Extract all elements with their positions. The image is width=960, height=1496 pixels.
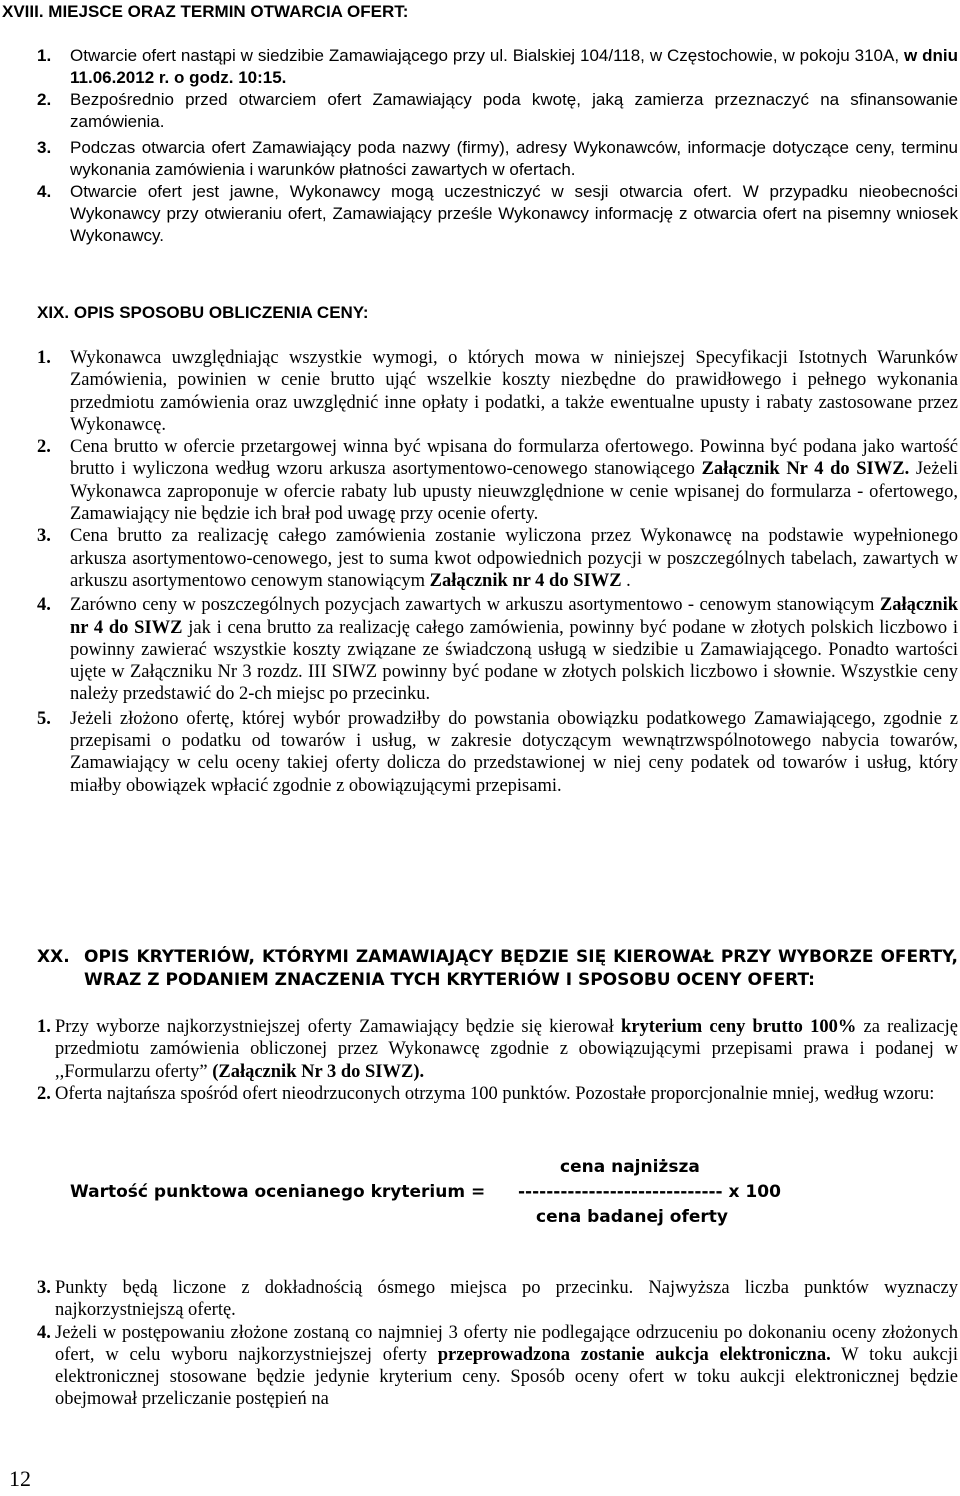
item-number: 2. — [37, 90, 52, 109]
section-heading: XIX. OPIS SPOSOBU OBLICZENIA CENY: — [37, 303, 369, 322]
item-text: Zarówno ceny w poszczególnych pozycjach zawartych w arkuszu asortymentowo - cenowym stanowiącym — [70, 595, 880, 616]
list-item — [37, 181, 958, 247]
attachment-ref: (Załącznik Nr 3 do SIWZ). — [212, 1061, 425, 1082]
item-text: za realizację przedmiotu zamówienia obliczonej przez Wykonawcę zgodnie z obowiązującymi przepisami prawa i podanej w ,,Formularzu oferty” — [55, 1017, 958, 1082]
item-text: Cena brutto za realizację całego zamówienia zostanie wyliczona przez Wykonawcę na podstawie wypełnionego arkusza asortymentowo-cenowego, jest to suma kwot odpowiednich pozycji w poszczególnych tabelach, zawartych w arkuszu asortymentowo cenowym stanowiącym — [70, 526, 958, 591]
section-heading: OPIS KRYTERIÓW, KTÓRYMI ZAMAWIAJĄCY BĘDZIE SIĘ KIEROWAŁ PRZY WYBORZE OFERTY, WRAZ Z PODANIEM ZNACZENIA TYCH KRYTERIÓW I SPOSOBU OCENY OFERT: — [84, 947, 958, 990]
item-text: . — [621, 570, 631, 591]
formula-denominator: cena badanej oferty — [536, 1207, 728, 1227]
item-number: 3. — [37, 526, 51, 547]
list-item — [37, 436, 958, 525]
item-text: Jeżeli Wykonawca zaproponuje w ofercie rabaty lub upusty nieuwzględnione w cenie wpisanej do formularza - ofertowego, Zamawiający nie będzie ich brał pod uwagę przy ocenie oferty. — [70, 459, 958, 525]
list-item — [37, 708, 958, 797]
item-date: w dniu 11.06.2012 r. o godz. 10:15. — [70, 46, 958, 87]
list-item — [37, 137, 958, 181]
section-xviii — [2, 1, 958, 23]
item-text: Jeżeli złożono ofertę, której wybór prowadziłby do powstania obowiązku podatkowego Zamawiającego, zgodnie z przepisami o podatku od towarów i usług, w zakresie dotyczącym wewnątrzwspólnotowego nabycia towarów, Zamawiający w celu oceny takiej oferty dolicza do przedstawionej w niej ceny podatek od towarów i usług, który miałby obowiązek wpłacić zgodnie z obowiązującymi przepisami. — [70, 708, 958, 796]
item-text: Otwarcie ofert nastąpi w siedzibie Zamawiającego przy ul. Bialskiej 104/118, w Częstochowie, w pokoju 310A, — [70, 46, 904, 65]
list-item — [37, 1277, 958, 1322]
list-item — [37, 45, 958, 89]
attachment-ref: Załącznik nr 4 do SIWZ — [429, 570, 622, 591]
criterion: kryterium ceny brutto 100% — [621, 1017, 857, 1037]
section-xx-list-b — [37, 1277, 958, 1411]
item-number: 4. — [37, 595, 51, 616]
item-text: Oferta najtańsza spośród ofert nieodrzuconych otrzyma 100 punktów. Pozostałe proporcjonalnie mniej, według wzoru: — [55, 1083, 935, 1104]
item-number: 3. — [37, 1278, 51, 1298]
list-item — [37, 1016, 958, 1083]
section-xviii-list — [37, 45, 958, 247]
list-item — [37, 525, 958, 592]
section-xx-heading — [37, 946, 958, 992]
section-xx-list-a — [37, 1016, 958, 1105]
item-text: Podczas otwarcia ofert Zamawiający poda nazwy (firmy), adresy Wykonawców, informacje dotyczące ceny, terminu wykonania zamówienia i warunków płatności zawartych w ofertach. — [70, 138, 958, 179]
list-item — [37, 1322, 958, 1411]
item-text: Otwarcie ofert jest jawne, Wykonawcy mogą uczestniczyć w sesji otwarcia ofert. W przypadku nieobecności Wykonawcy przy otwieraniu ofert, Zamawiający prześle Wykonawcy informację z otwarcia ofert na pisemny wniosek Wykonawcy. — [70, 182, 958, 245]
section-number: XX. — [37, 947, 70, 967]
item-number: 4. — [37, 182, 52, 201]
attachment-ref: Załącznik nr 4 do SIWZ — [70, 595, 958, 638]
list-item — [37, 347, 958, 436]
item-text: Punkty będą liczone z dokładnością ósmego miejsca po przecinku. Najwyższa liczba punktów wyznaczy najkorzystniejszą ofertę. — [55, 1278, 958, 1321]
list-item — [37, 1083, 958, 1105]
item-text: W toku aukcji elektronicznej stosowane będzie jedynie kryterium ceny. Sposób oceny ofert w toku aukcji elektronicznej będzie obejmował przeliczanie postępień na — [55, 1344, 958, 1410]
item-number: 3. — [37, 138, 52, 157]
item-text: Przy wyborze najkorzystniejszej oferty Zamawiający będzie się kierował — [55, 1017, 622, 1037]
formula-numerator: cena najniższa — [560, 1157, 700, 1177]
section-heading: XVIII. MIEJSCE ORAZ TERMIN OTWARCIA OFERT: — [2, 2, 409, 21]
item-text: jak i cena brutto za realizację całego zamówienia, powinny być podane w złotych polskich liczbowo i powinny zawierać wszystkie koszty związane ze świadczoną usługą w siedzibie u Zamawiającego. Ponadto wartości ujęte w Załączniku Nr 3 rozdz. III SIWZ powinny być podane w złotych polskich liczbowo i słownie. Wszystkie ceny należy przedstawić do 2-ch miejsc po przecinku. — [70, 617, 958, 705]
item-text: Jeżeli w postępowaniu złożone zostaną co najmniej 3 oferty nie podlegające odrzuceniu po dokonaniu oceny złożonych ofert, w celu wyboru najkorzystniejszej oferty — [55, 1322, 958, 1365]
item-number: 4. — [37, 1322, 51, 1343]
item-number: 2. — [37, 437, 51, 458]
page-number: 12 — [9, 1466, 31, 1491]
auction-note: przeprowadzona zostanie aukcja elektroniczna. — [437, 1344, 831, 1365]
item-number: 1. — [37, 1017, 51, 1037]
item-number: 1. — [37, 348, 51, 368]
attachment-ref: Załącznik Nr 4 do SIWZ. — [701, 459, 910, 480]
item-number: 5. — [37, 708, 51, 729]
item-number: 2. — [37, 1083, 51, 1104]
item-text: Cena brutto w ofercie przetargowej winna być wpisana do formularza ofertowego. Powinna być podana jako wartość brutto i wyliczona według wzoru arkusza asortymentowo-cenowego stanowiącego — [70, 437, 958, 480]
item-text: Wykonawca uwzględniając wszystkie wymogi, o których mowa w niniejszej Specyfikacji Istotnych Warunków Zamówienia, powinien w cenie brutto ująć wszelkie koszty niezbędne do prawidłowego i pełnego wykonania przedmiotu zamówienia oraz uwzględnić inne opłaty i podatki, a także ewentualne upusty i rabaty zastosowane przez Wykonawcę. — [70, 348, 958, 435]
list-item — [37, 594, 958, 705]
section-xix-list — [37, 347, 958, 797]
item-text: Bezpośrednio przed otwarciem ofert Zamawiający poda kwotę, jaką zamierza przeznaczyć na sfinansowanie zamówienia. — [70, 90, 958, 131]
section-xix — [37, 302, 958, 324]
item-number: 1. — [37, 46, 52, 65]
formula-fraction-line: ----------------------------- x 100 — [518, 1182, 781, 1202]
formula-label: Wartość punktowa ocenianego kryterium = — [70, 1182, 486, 1202]
list-item — [37, 89, 958, 133]
